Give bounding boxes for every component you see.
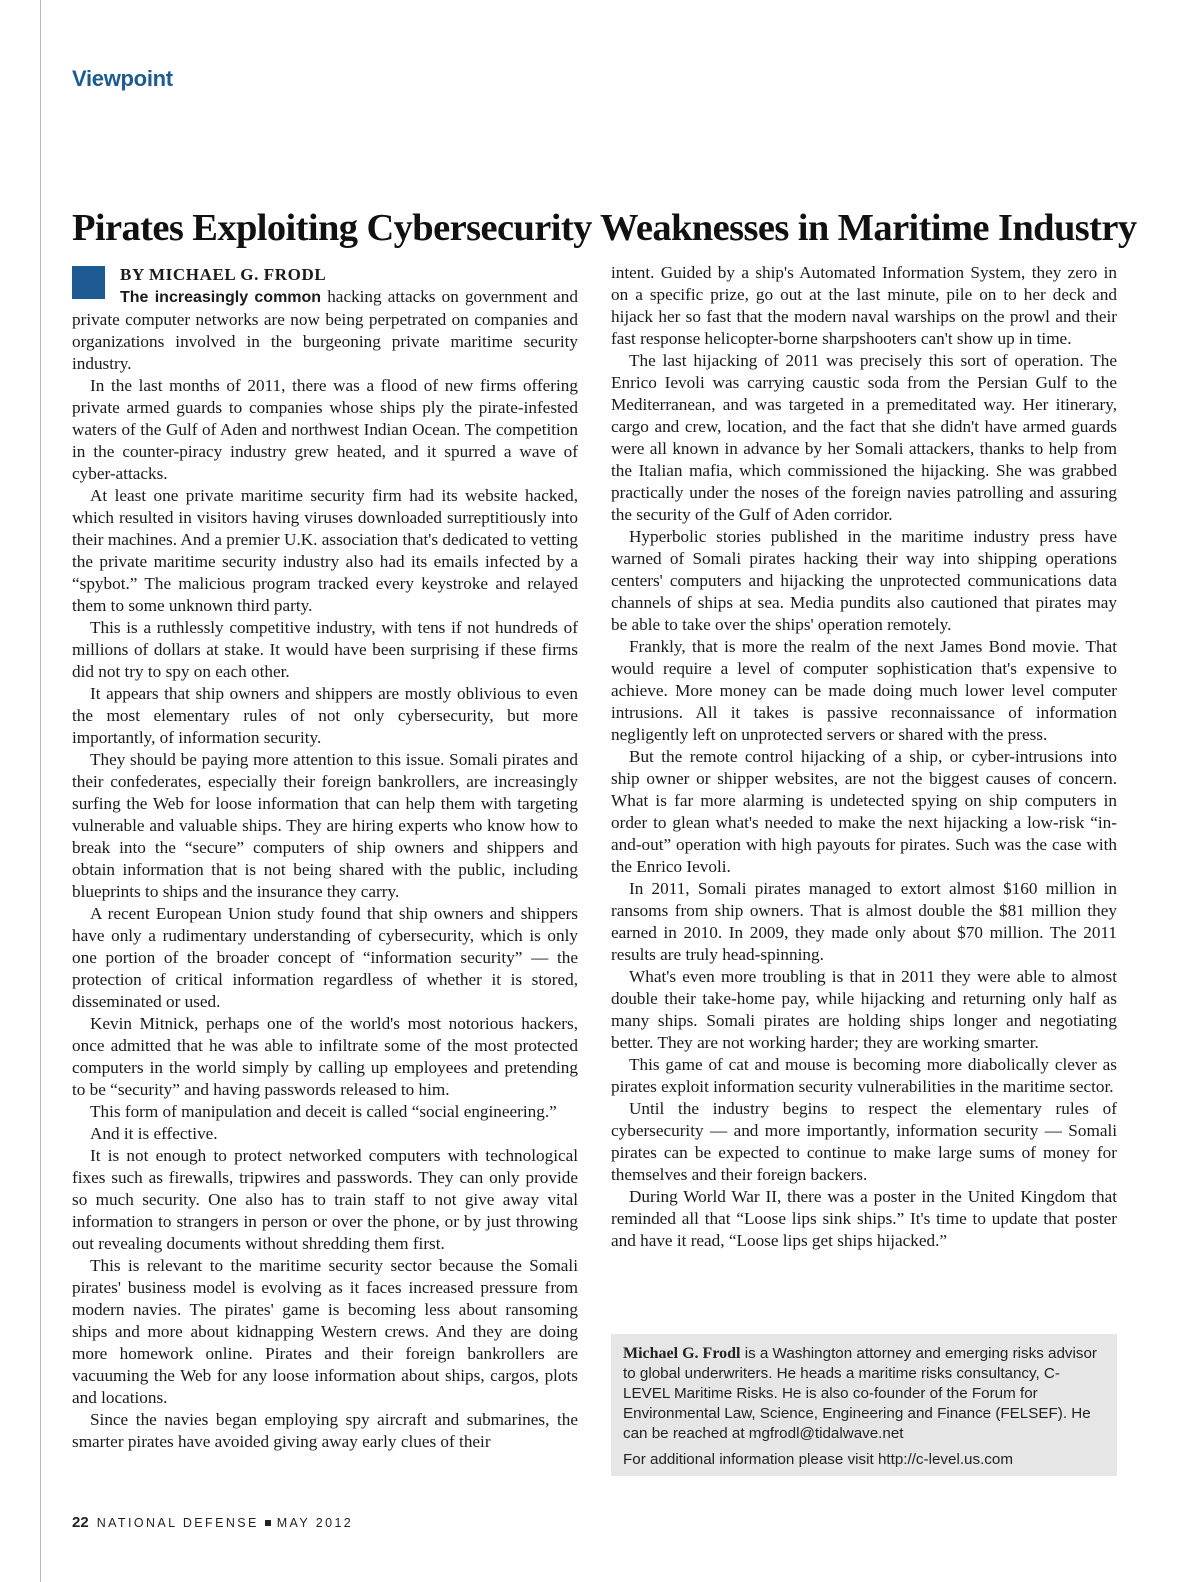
article-paragraph: It appears that ship owners and shippers are mostly oblivious to even the most elementary rules of not only cybersecurity, but more importantly, of information security. <box>72 684 578 747</box>
article-paragraph: A recent European Union study found that ship owners and shippers have only a rudimentary understanding of cybersecurity, which is only one portion of the broader concept of “information security” — the protection of critical information regardless of whether it is stored, disseminated or used. <box>72 904 578 1011</box>
author-name: Michael G. Frodl <box>623 1345 741 1362</box>
article-column-left <box>72 262 578 1453</box>
article-paragraph: Until the industry begins to respect the elementary rules of cybersecurity — and more importantly, information security — Somali pirates can be expected to continue to make large sums of money for themselves and their foreign backers. <box>611 1099 1117 1184</box>
article-paragraph: intent. Guided by a ship's Automated Information System, they zero in on a specific prize, go out at the last minute, pile on to her deck and hijack her so fast that the modern naval warships on the prowl and their fast response helicopter-borne sharpshooters can't show up in time. <box>611 263 1117 348</box>
article-paragraph <box>72 286 578 375</box>
article-column-right <box>611 262 1117 1252</box>
page-footer <box>72 1514 353 1531</box>
article-paragraph: The last hijacking of 2011 was precisely this sort of operation. The Enrico Ievoli was carrying caustic soda from the Persian Gulf to the Mediterranean, and was targeted in a premeditated way. Her itinerary, cargo and crew, location, and the fact that she didn't have armed guards were all known in advance by her Somali attackers, thanks to help from the Italian mafia, which commissioned the hijacking. She was grabbed practically under the noses of the foreign navies patrolling and assuring the security of the Gulf of Aden corridor. <box>611 351 1117 524</box>
more-info-text: For additional information please visit http://c-level.us.com <box>623 1451 1013 1468</box>
article-paragraph: What's even more troubling is that in 2011 they were able to almost double their take-home pay, while hijacking and returning only half as many ships. Somali pirates are holding ships longer and negotiating better. They are not working harder; they are working smarter. <box>611 967 1117 1052</box>
article-paragraph: This is relevant to the maritime security sector because the Somali pirates' business model is evolving as it faces increased pressure from modern navies. The pirates' game is becoming less about ransoming ships and more about kidnapping Western crews. And they are doing more homework online. Pirates and their foreign bankrollers are vacuuming the Web for any loose information about ships, cargos, plots and locations. <box>72 1256 578 1407</box>
article-paragraph: Since the navies began employing spy aircraft and submarines, the smarter pirates have avoided giving away early clues of their <box>72 1410 578 1451</box>
byline: BY MICHAEL G. FRODL <box>120 265 327 284</box>
article-paragraph: Frankly, that is more the realm of the next James Bond movie. That would require a level of computer sophistication that's expensive to achieve. More money can be made doing much lower level computer intrusions. All it takes is passive reconnaissance of information negligently left on unprotected servers or shared with the press. <box>611 637 1117 744</box>
footer-separator <box>265 1520 271 1526</box>
author-bio <box>623 1344 1105 1444</box>
article-paragraph: It is not enough to protect networked computers with technological fixes such as firewalls, tripwires and passwords. They can only provide so much security. One also has to train staff to not give away vital information to strangers in person or over the phone, or by just throwing out revealing documents without shredding them first. <box>72 1146 578 1253</box>
article-headline: Pirates Exploiting Cybersecurity Weaknesses in Maritime Industry <box>72 207 1137 249</box>
article-paragraph: This is a ruthlessly competitive industry, with tens if not hundreds of millions of dollars at stake. It would have been surprising if these firms did not try to spy on each other. <box>72 618 578 681</box>
article-paragraph: But the remote control hijacking of a ship, or cyber-intrusions into ship owner or shipper websites, are not the biggest causes of concern. What is far more alarming is undetected spying on ship computers in order to glean what's needed to make the next hijacking a low-risk “in-and-out” operation with high payouts for pirates. Such was the case with the Enrico Ievoli. <box>611 747 1117 876</box>
article-paragraph: This form of manipulation and deceit is called “social engineering.” <box>90 1102 557 1121</box>
issue-date: MAY 2012 <box>276 1516 354 1530</box>
article-paragraph: And it is effective. <box>90 1124 218 1143</box>
byline-row <box>72 262 578 286</box>
article-paragraph: During World War II, there was a poster in the United Kingdom that reminded all that “Loose lips sink ships.” It's time to update that poster and have it read, “Loose lips get ships hijacked.” <box>611 1187 1117 1250</box>
author-bio-box <box>611 1334 1117 1476</box>
article-paragraph: Kevin Mitnick, perhaps one of the world's most notorious hackers, once admitted that he was able to infiltrate some of the most protected computers in the world simply by calling up employees and pretending to be “security” and having passwords released to him. <box>72 1014 578 1099</box>
section-marker-square <box>72 266 105 299</box>
article-paragraph: Hyperbolic stories published in the maritime industry press have warned of Somali pirates hacking their way into shipping operations centers' computers and hijacking the unprotected communications data channels of ships at sea. Media pundits also cautioned that pirates may be able to take over the ships' operation remotely. <box>611 527 1117 634</box>
article-paragraph: At least one private maritime security firm had its website hacked, which resulted in visitors having viruses downloaded surreptitiously into their machines. And a premier U.K. association that's dedicated to vetting the private maritime security industry also had its emails infected by a “spybot.” The malicious program tracked every keystroke and relayed them to some unknown third party. <box>72 486 578 615</box>
author-bio-text: is a Washington attorney and emerging risks advisor to global underwriters. He heads a maritime risks consultancy, C-LEVEL Maritime Risks. He is also co-founder of the Forum for Environmental Law, Science, Engineering and Finance (FELSEF). He can be reached at mgfrodl@tidalwave.net <box>623 1345 1097 1442</box>
article-paragraph: In the last months of 2011, there was a flood of new firms offering private armed guards to companies whose ships ply the pirate-infested waters of the Gulf of Aden and northwest Indian Ocean. The competition in the counter-piracy industry grew heated, and it spurred a wave of cyber-attacks. <box>72 376 578 483</box>
section-label: Viewpoint <box>72 66 173 91</box>
publication-name: NATIONAL DEFENSE <box>96 1516 259 1530</box>
paragraph-text: hacking attacks on government and private computer networks are now being perpetrated on companies and organizations involved in the burgeoning private maritime security industry. <box>72 287 578 373</box>
article-paragraph: In 2011, Somali pirates managed to extort almost $160 million in ransoms from ship owners. That is almost double the $81 million they earned in 2010. In 2009, they made only about $70 million. The 2011 results are truly head-spinning. <box>611 879 1117 964</box>
page-margin-rule <box>40 0 41 1582</box>
lead-in: The increasingly common <box>120 289 322 306</box>
article-paragraph: They should be paying more attention to this issue. Somali pirates and their confederates, especially their foreign bankrollers, are increasingly surfing the Web for loose information that can help them with targeting vulnerable and valuable ships. They are hiring experts who know how to break into the “secure” computers of ship owners and shippers and obtain information that is not being shared with the public, including blueprints to ships and the insurance they carry. <box>72 750 578 901</box>
page-number: 22 <box>72 1514 89 1531</box>
article-paragraph: This game of cat and mouse is becoming more diabolically clever as pirates exploit information security vulnerabilities in the maritime sector. <box>611 1055 1117 1096</box>
